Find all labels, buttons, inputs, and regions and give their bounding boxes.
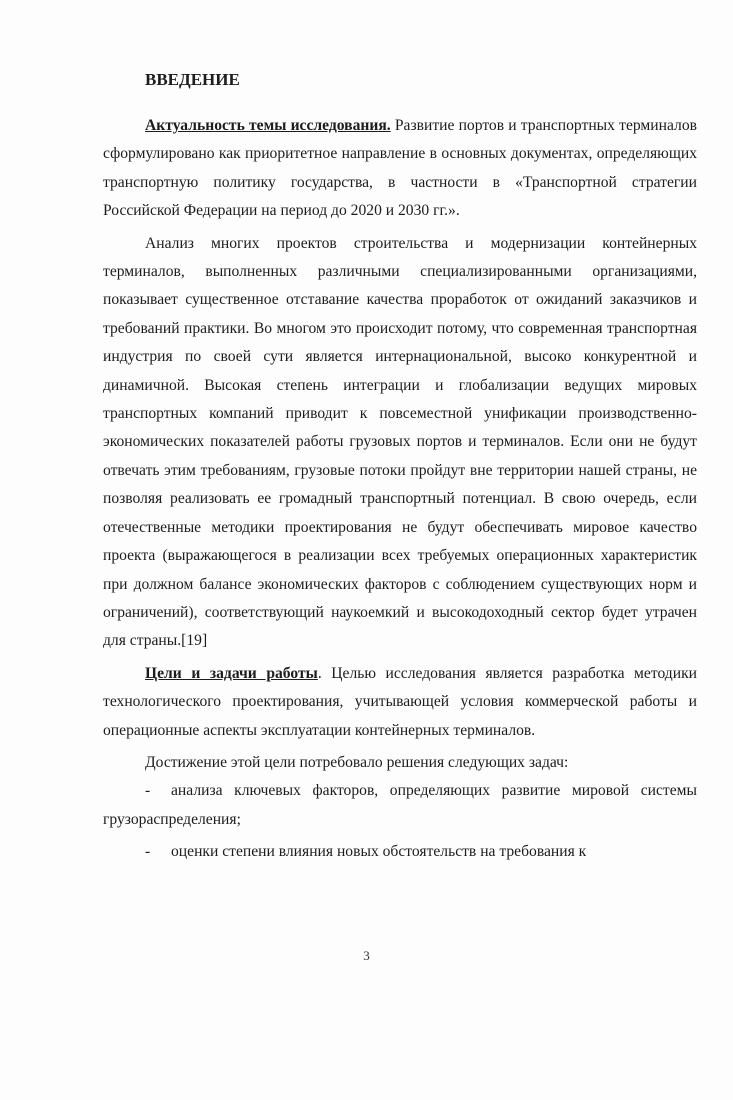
list-item xyxy=(103,777,697,834)
paragraph-goals xyxy=(103,660,697,745)
paragraph-lead: Цели и задачи работы xyxy=(145,664,318,682)
paragraph-analysis xyxy=(103,230,697,656)
paragraph-text: Анализ многих проектов строительства и модернизации контейнерных терминалов, выполненных различными специализированными организациями, показывает существенное отставание качества проработок от ожиданий заказчиков и требований практики. Во многом это происходит потому, что современная транспортная индустрия по своей сути является интернациональной, высоко конкурентной и динамичной. Высокая степень интеграции и глобализации ведущих мировых транспортных компаний приводит к повсеместной унификации производственно-экономических показателей работы грузовых портов и терминалов. Если они не будут отвечать этим требованиям, грузовые потоки пройдут вне территории нашей страны, не позволяя реализовать ее громадный транспортный потенциал. В свою очередь, если отечественные методики проектирования не будут обеспечивать мировое качество проекта (выражающегося в реализации всех требуемых операционных характеристик при должном балансе экономических факторов с соблюдением существующих норм и ограничений), соответствующий наукоемкий и высокодоходный сектор будет утрачен для страны.[19] xyxy=(103,234,697,650)
paragraph-text: Развитие портов и транспортных терминалов сформулировано как приоритетное направление в основных документах, определяющих транспортную политику государства, в частности в «Транспортной стратегии Российской Федерации на период до 2020 и 2030 гг.». xyxy=(103,117,697,220)
paragraph-relevance xyxy=(103,112,697,226)
list-marker: - xyxy=(145,843,151,861)
paragraph-tasks-intro xyxy=(103,749,697,777)
paragraph-lead: Актуальность темы исследования. xyxy=(145,117,391,134)
list-item-text: оценки степени влияния новых обстоятельств на требования к xyxy=(171,843,587,861)
paragraph-text: Достижение этой цели потребовало решения следующих задач: xyxy=(145,753,569,771)
section-heading: ВВЕДЕНИЕ xyxy=(145,70,240,89)
paragraph-text: . Целью исследования является разработка методики технологического проектирования, учитывающей условия коммерческой работы и операционные аспекты эксплуатации контейнерных терминалов. xyxy=(103,664,697,739)
page-number: 3 xyxy=(363,948,370,963)
page-content xyxy=(103,66,697,867)
list-item xyxy=(103,838,697,866)
list-item-text: анализа ключевых факторов, определяющих развитие мировой системы грузораспределения; xyxy=(103,782,697,828)
list-marker: - xyxy=(145,782,151,800)
